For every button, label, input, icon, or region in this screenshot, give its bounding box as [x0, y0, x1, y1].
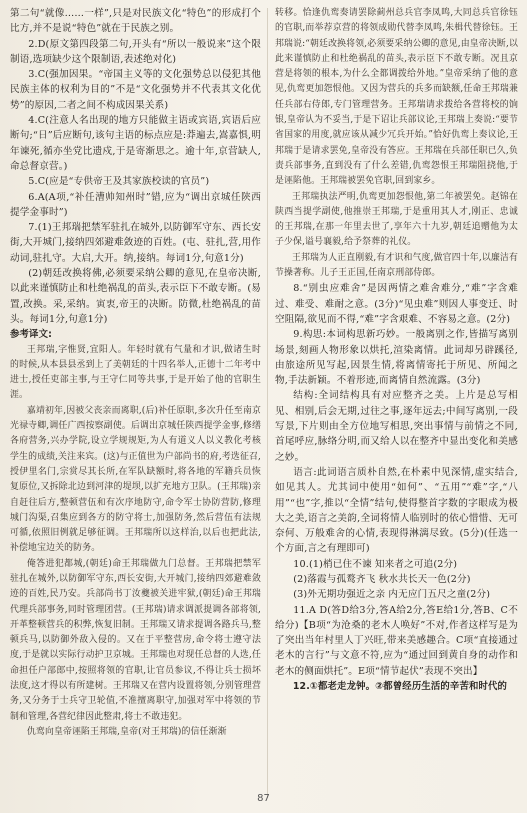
- translation-paragraph: 俺答进犯都城,(朝廷)命王邦瑞做九门总督。王邦瑞把禁军驻扎在城外,以防御军守东,西长安街,大开城门,接纳四郊避难敛迹的百姓,民乃安。兵部尚书丁汝夔被关进牢狱,(朝廷)命王邦瑞代理兵部事务,同时管理团营。(王邦瑞)请求调派提调各部将领,开革整顿营兵的积弊,恢复旧制。王邦瑞又请求提调各路兵马,整顿兵马,以防御外敌入侵的。又在于平整营房,命令将士遵守法度,于是就以实际行动护卫京城。王邦瑞也对现任总督的人选,任命担任户部郎中,按照将领的官职,让官员参议,不得让兵士损坏法度,这才得以有所建树。王邦瑞又在营内设置将领,分别管理营务,又分务于士兵守卫轮值,不准擅离职守,加强对军中将领的节制和管理,各营纪律因此整肃,将士不敢违犯。: [10, 558, 261, 722]
- answer-4: 4.C(注意人名出现的地方只能做主语或宾语,宾语后应断句;“日”后应断句,该句主语的标点应是:莽遍去,嵩嘉惧,明年谏死,循亦坐党比遗戍,于是寄渐思之。逾十年,京营缺人,命总督京营。): [10, 115, 261, 172]
- answer-6: 6.A(A项,“补任漕帅知州时”错,应为“调出京城任陕西提学金事时”): [10, 191, 261, 218]
- column-divider: [267, 8, 268, 798]
- translation-paragraph: 王邦瑞为人正直刚毅,有才识和气度,做官四十年,以廉洁有节操著称。儿子王正国,任南京刑部侍郎。: [275, 252, 518, 279]
- right-column: [275, 6, 518, 694]
- page-number: 87: [257, 793, 270, 804]
- answer-10-3: (3)外无期功强近之亲 内无应门五尺之童(2分): [293, 589, 491, 601]
- translation-paragraph: 王邦瑞,字惟贤,宜阳人。年轻时就有气量和才识,做诸生时的时候,从本县县丞到上了美朝廷的十四名举人,正德十二年考中进士,授任吏部主事,与王守仁同等共事,于是开始了他的官职生涯。: [10, 344, 261, 401]
- answer-7: 7.(1)王邦瑞把禁军驻扎在城外,以防御军守东、西长安街,大开城门,接纳四郊避难敛迹的百姓。(屯、驻扎,营,用作动词,驻扎守。大启,大开。纳,接纳。每词1分,句意1分): [10, 222, 261, 264]
- answer-10: 10.(1)梢已住不谏 知来者之可追(2分): [293, 558, 458, 570]
- answer-7-2: (2)朝廷改换将佛,必须要采纳公卿的意见,在皇帝决断,以此来谨慎防止和杜绝祸乱的苗头,表示臣下不敢专断。(易置,改换。采,采纳。寅衷,帝王的决断。防微,杜绝祸乱的苗头。每词1分,句意1分): [10, 268, 261, 325]
- answer-5: 5.C(应是“专供帝王及其家族校读的官员”): [28, 176, 210, 188]
- answer-9-structure: 结构:全词结构具有对应整齐之美。上片是总写相见、相别,后会无期,过往之事,逐年远去;中间写离别,一段写景,下片则由全方位地写相思,突出事情与前情之不同,首尾呼应,脉络分明,而又给人以在整齐中显出变化和美感之妙。: [275, 390, 518, 463]
- translation-paragraph: 王邦瑞执法严明,仇鸾更加怨恨他,第二年被罢免。赵锦在陕西当提学副使,他推崇王邦瑞,于是重用其人才,刚正、忠诚的王邦瑞,在那一年里去世了,享年六十九岁,朝廷追赠他为太子少保,谥号襄毅,给予祭葬的礼仪。: [275, 191, 518, 248]
- translation-paragraph: 嘉靖初年,因被父丧亲而离职,(后)补任原职,多次升任至南京光禄寺卿,调任广西按察副使。后调出京城任陕西提学金事,修缮各府营务,兴办学院,设立学规规矩,为人有道义人以义教化考核学生的成绩,关注来宾。(这)与正值世为户部尚书的府,考选征召,授伊里名门,宗赏尽其长所,在军队缺额时,将各地的军籍兵员恢复原位,又拆除北边到河津的堤坝,以扩充地方卫队。(王邦瑞)亲自赶往后方,整顿营伍和有次序地防守,命令军士协防营防,修理城门沟渠,召集应到各方的防守将士,加强防务,然后营伍有法规可循,依照旧例就足够征调。王邦瑞所以这样治,以后也把此法,补偿地宝边关的防务。: [10, 405, 261, 554]
- answer-9-language: 语言:此词语言质朴自然,在朴素中见深情,虚实结合,如见其人。尤其词中使用“如何”、“五用”“难”字,“八用”“也”字,推以“全情”结句,使得整首字数的字眼成为极大之美,语言之美韵,全词将情人临别时的依心惜惜、无可奈何、万般难舍的心情,表现得淋漓尽致。(5分)(任选一个方面,言之有理即可): [275, 466, 518, 555]
- answer-paragraph: 第二句“就像……一样”,只是对民族文化“特色”的形成打个比方,并不是说“特色”就在于民族之别。: [10, 8, 261, 35]
- answer-8: 8.“别虫应难舍”是因两情之难舍难分,“难”字含难过、难受、难耐之意。(3分)“见虫难”则因人事变迁、时空阻隔,欲见而不得,“难”字含艰难、不容易之意。(2分): [275, 283, 518, 325]
- answer-12: 12.①都老走龙钟。②都曾经历生活的辛苦和时代的: [292, 681, 508, 693]
- translation-paragraph: 转移。恰逢仇鸾奏请罢除蓟州总兵官李凤鸣,大同总兵官徐钰的官职,而举荐京营的将领成勋代替李凤鸣,朱楫代替徐钰。王邦瑞说:“朝廷改换将领,必须要采纳公卿的意见,由皇帝决断,以此来谨慎防止和杜绝祸乱的苗头,表示臣下不敢专断。况且京营是将领的根本,为什么全都调拨给外地。”皇帝采纳了他的意见,仇鸾更加怨恨他。又因为营兵的兵多而缺额,任命王邦瑞兼任兵部右侍郎,专门管理营务。王邦瑞请求拨给各营将校的饷银,皇帝认为不妥当,于是下诏让兵部议论,王邦瑞上奏说:“要节省国家的用度,就应该从减少冗兵开始。”恰好仇鸾上奏议论,王邦瑞于是请求罢免,皇帝没有答应。王邦瑞在兵部任职已久,负责兵部事务,直到没有了什么差错,仇鸾怨恨王邦瑞阻挠他,于是诬陷他。王邦瑞被罢免官职,回到家乡。: [275, 8, 518, 187]
- left-column: [10, 6, 261, 740]
- reference-translation-title: 参考译文:: [10, 329, 52, 341]
- answer-10-2: (2)落霞与孤鹜齐飞 秋水共长天一色(2分): [293, 573, 471, 585]
- answer-11: 11.A D(答D给3分,答A给2分,答E给1分,答B、C不给分)【B项“为沧桑的老木人唤好”不对,作者这样写是为了突出当年村里人丁兴旺,带来美感趣合。C项“直接通过老木的言行”与文意不符,应为“通过回到黄自身的动作和老木的侧面烘托”。E项“情节起伏”表现不突出】: [275, 604, 518, 677]
- answer-2: 2.D(原文第四段第二句,开头有“所以一般说来”这个限制语,选项缺少这个限制语,表述绝对化): [10, 38, 261, 65]
- translation-paragraph: 仇鸾向皇帝诬陷王邦瑞,皇帝(对王邦瑞)的信任渐渐: [26, 726, 227, 737]
- answer-3: 3.C(强加因果。“帝国主义等的文化强势总以侵犯其他民族主体的权利为目的”不是“文化强势并不代表其文化优势”的原因,二者之间不构成因果关系): [10, 69, 261, 111]
- answer-9: 9.构思:本词构思新巧妙。一般离别之作,皆描写离别场景,刻画人物形象以烘托,渲染离情。此词却另辟蹊径,由旅途所见写起,因景生情,将离情寄托于所见、所闻之物,手法新颖。不着形迹,而离情自然流露。(3分): [275, 329, 518, 387]
